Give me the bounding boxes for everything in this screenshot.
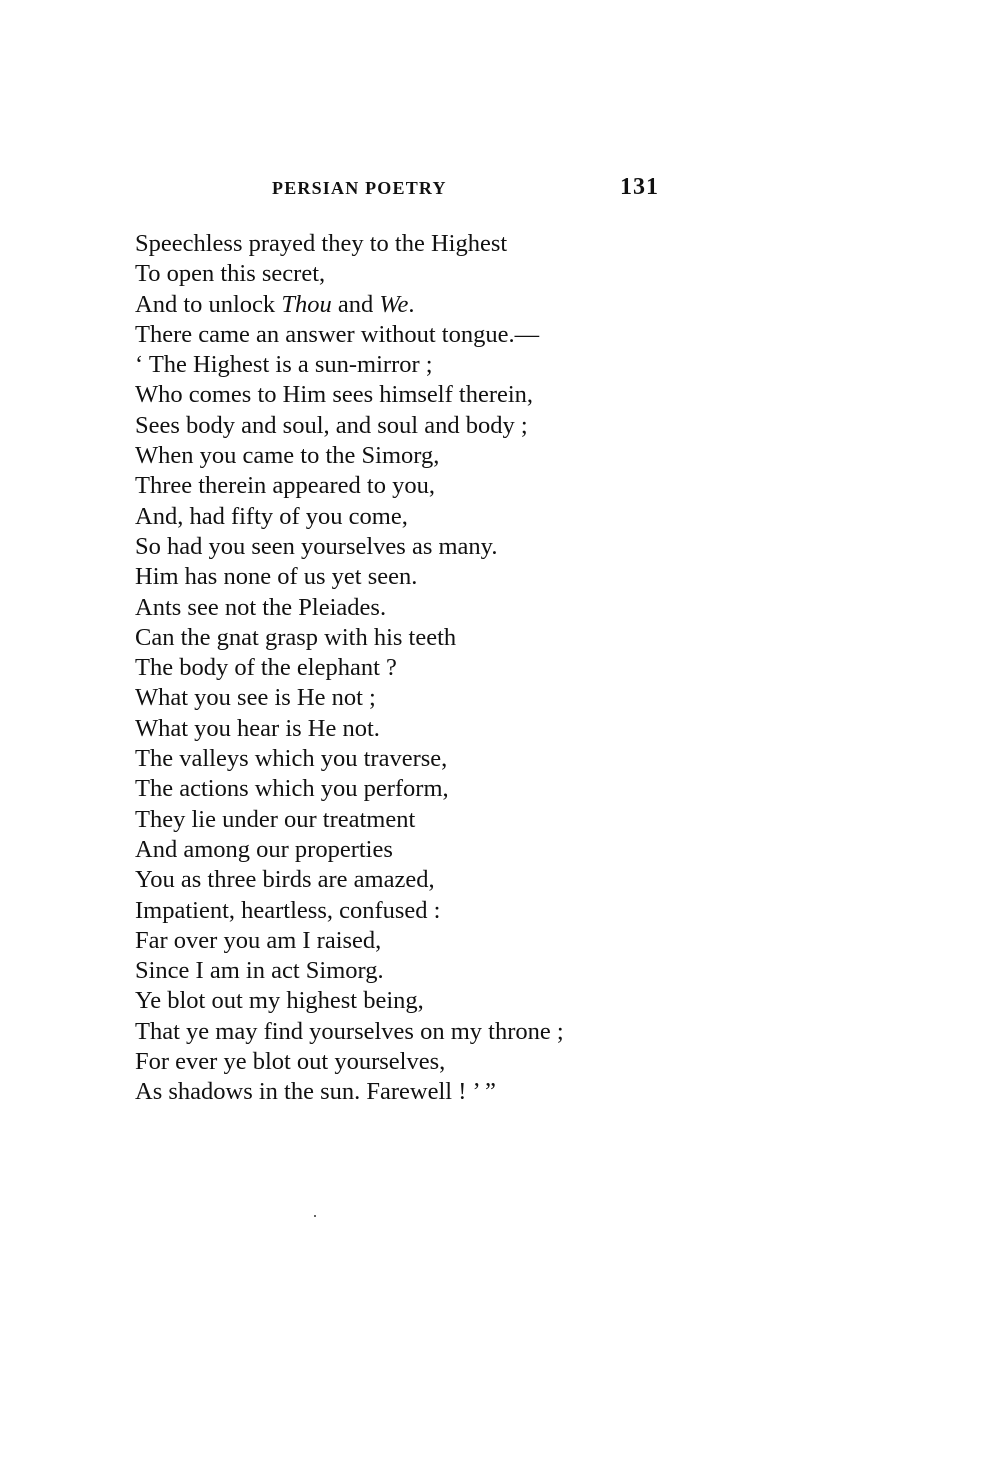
print-speck bbox=[314, 1215, 316, 1217]
poem-line: Ye blot out my highest being, bbox=[135, 987, 424, 1015]
poem-line: As shadows in the sun. Farewell ! ’ ” bbox=[135, 1078, 496, 1106]
poem-line: What you hear is He not. bbox=[135, 714, 380, 742]
poem-line: ‘ The Highest is a sun-mirror ; bbox=[135, 351, 433, 379]
poem-line: To open this secret, bbox=[135, 260, 326, 288]
poem-line: For ever ye blot out yourselves, bbox=[135, 1048, 446, 1076]
poem-line: Impatient, heartless, confused : bbox=[135, 896, 441, 924]
poem-line: And, had fifty of you come, bbox=[135, 502, 408, 530]
poem-italic-text: We bbox=[379, 290, 409, 318]
poem-line: And among our properties bbox=[135, 835, 393, 863]
poem bbox=[135, 229, 755, 1108]
poem-line: The body of the elephant ? bbox=[135, 654, 397, 682]
poem-line: Who comes to Him sees himself therein, bbox=[135, 381, 534, 409]
poem-line bbox=[135, 290, 755, 320]
poem-line: That ye may find yourselves on my throne ; bbox=[135, 1017, 564, 1045]
poem-line: Him has none of us yet seen. bbox=[135, 563, 418, 591]
poem-line: Can the gnat grasp with his teeth bbox=[135, 623, 457, 651]
poem-line: Ants see not the Pleiades. bbox=[135, 593, 387, 621]
running-title: PERSIAN POETRY bbox=[272, 178, 447, 198]
poem-line: Far over you am I raised, bbox=[135, 926, 382, 954]
poem-line: Speechless prayed they to the Highest bbox=[135, 230, 508, 257]
poem-line: Since I am in act Simorg. bbox=[135, 957, 384, 985]
poem-line: There came an answer without tongue.— bbox=[135, 320, 540, 348]
page-number: 131 bbox=[620, 174, 659, 200]
poem-line: Sees body and soul, and soul and body ; bbox=[135, 411, 528, 439]
poem-text: and bbox=[331, 290, 380, 318]
poem-text: . bbox=[408, 290, 415, 318]
poem-line: The valleys which you traverse, bbox=[135, 745, 448, 773]
poem-text: And to unlock bbox=[135, 290, 282, 318]
poem-line: You as three birds are amazed, bbox=[135, 866, 435, 894]
poem-line: Three therein appeared to you, bbox=[135, 472, 435, 500]
poem-italic-text: Thou bbox=[281, 290, 332, 318]
poem-line: They lie under our treatment bbox=[135, 805, 416, 833]
poem-line: So had you seen yourselves as many. bbox=[135, 532, 498, 560]
poem-line: The actions which you perform, bbox=[135, 775, 449, 803]
poem-line: What you see is He not ; bbox=[135, 684, 376, 712]
poem-line: When you came to the Simorg, bbox=[135, 442, 440, 470]
